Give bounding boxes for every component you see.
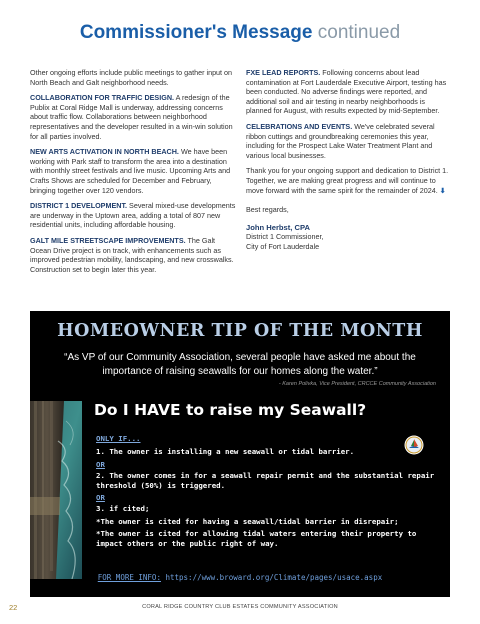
citation-reason-b: *The owner is cited for allowing tidal waters entering their property to impact others or the public right of way. (96, 529, 417, 548)
more-info-link[interactable]: https://www.broward.org/Climate/pages/usace.aspx (165, 573, 383, 582)
intro-paragraph: Other ongoing efforts include public meetings to gather input on North Beach and Galt neighborhood needs. (30, 68, 233, 87)
only-if-label: ONLY IF... (96, 434, 141, 443)
signer-city: City of Fort Lauderdale (246, 241, 320, 251)
section-heading: FXE LEAD REPORTS. (246, 68, 321, 77)
section-text: A redesign of the Publix at Coral Ridge Mall is underway, addressing concerns about traffic flow. Collaborations between neighborhood representatives and the developer resulted in a win-win solution for all parties involved. (30, 93, 233, 141)
more-info-label: FOR MORE INFO: (97, 573, 161, 582)
section-heading: CELEBRATIONS AND EVENTS. (246, 121, 353, 131)
homeowner-tip-box (30, 311, 450, 597)
regards: Best regards, (246, 205, 289, 215)
section-streetscape (30, 236, 238, 274)
section-text: Several mixed-use developments are underway in the Uptown area, adding a total of 807 new residential units, including affordable housing. (30, 201, 236, 230)
section-heading: GALT MILE STREETSCAPE IMPROVEMENTS. (30, 235, 186, 245)
left-column (30, 68, 238, 280)
tip-heading: Do I HAVE to raise my Seawall? (94, 401, 367, 419)
condition-1: 1. The owner is installing a new seawall or tidal barrier. (96, 447, 355, 457)
page-number: 22 (9, 603, 18, 612)
end-arrow-icon: ⬇ (439, 185, 446, 195)
section-heading: COLLABORATION FOR TRAFFIC DESIGN. (30, 93, 175, 103)
page-title-main: Commissioner's Message (79, 22, 313, 43)
page-title (0, 22, 480, 44)
closing-text: Thank you for your ongoing support and dedication to District 1. Together, we are making great progress and will continue to move forward with the same spirit for the remainder of 2024. (246, 166, 449, 195)
section-traffic (30, 93, 238, 141)
condition-3: 3. if cited; (96, 504, 150, 514)
or-separator: OR (96, 459, 105, 469)
tip-body (96, 434, 438, 551)
signature-block (246, 205, 452, 251)
tip-quote: “As VP of our Community Association, several people have asked me about the importance of raising seawalls for our homes along the water.” (64, 352, 416, 377)
tip-citation: - Karen Polivka, Vice President, CRCCE Community Association (278, 381, 436, 387)
closing-paragraph (246, 166, 452, 195)
or-separator: OR (96, 493, 105, 503)
section-text: The Galt Ocean Drive project is on track, with enhancements such as improved pedestrian mobility, landscaping, and new crosswalks. Construction set to begin later this year. (30, 235, 234, 274)
publication-name: CORAL RIDGE COUNTRY CLUB ESTATES COMMUNITY ASSOCIATION (142, 604, 338, 610)
tip-title: HOMEOWNER TIP OF THE MONTH (57, 321, 423, 341)
citation-reason-a: *The owner is cited for having a seawall/tidal barrier in disrepair; (96, 516, 399, 526)
section-text: Following concerns about lead contamination at Fort Lauderdale Executive Airport, testing has been conducted. No adverse findings were reported, and additional soil and air testing in nearby neighborhoods is planned for August, with results expected by mid-September. (246, 68, 447, 116)
signer-title: District 1 Commissioner, (246, 232, 324, 242)
signer-name: John Herbst, CPA (246, 222, 310, 232)
page-title-continued: continued (317, 22, 401, 43)
section-heading: DISTRICT 1 DEVELOPMENT. (30, 201, 128, 211)
section-celebrations (246, 122, 452, 160)
section-arts (30, 147, 238, 195)
right-column (246, 68, 452, 252)
section-text: We have been working with Park staff to transform the area into a destination with monthly street festivals and live music. Upcoming Arts and Crafts Shows are scheduled for December and February, bringing together over 120 vendors. (30, 147, 231, 195)
seawall-photo (30, 401, 82, 579)
section-text: We've celebrated several ribbon cuttings and groundbreaking ceremonies this year, including for the Prospect Lake Water Treatment Plant and various local businesses. (246, 121, 435, 160)
section-heading: NEW ARTS ACTIVATION IN NORTH BEACH. (30, 147, 179, 157)
more-info (30, 573, 450, 582)
section-fxe-lead (246, 68, 452, 116)
broward-county-seal-icon (404, 435, 424, 455)
section-development (30, 201, 238, 230)
condition-2: 2. The owner comes in for a seawall repair permit and the substantial repair threshold (50%) is triggered. (96, 471, 435, 490)
